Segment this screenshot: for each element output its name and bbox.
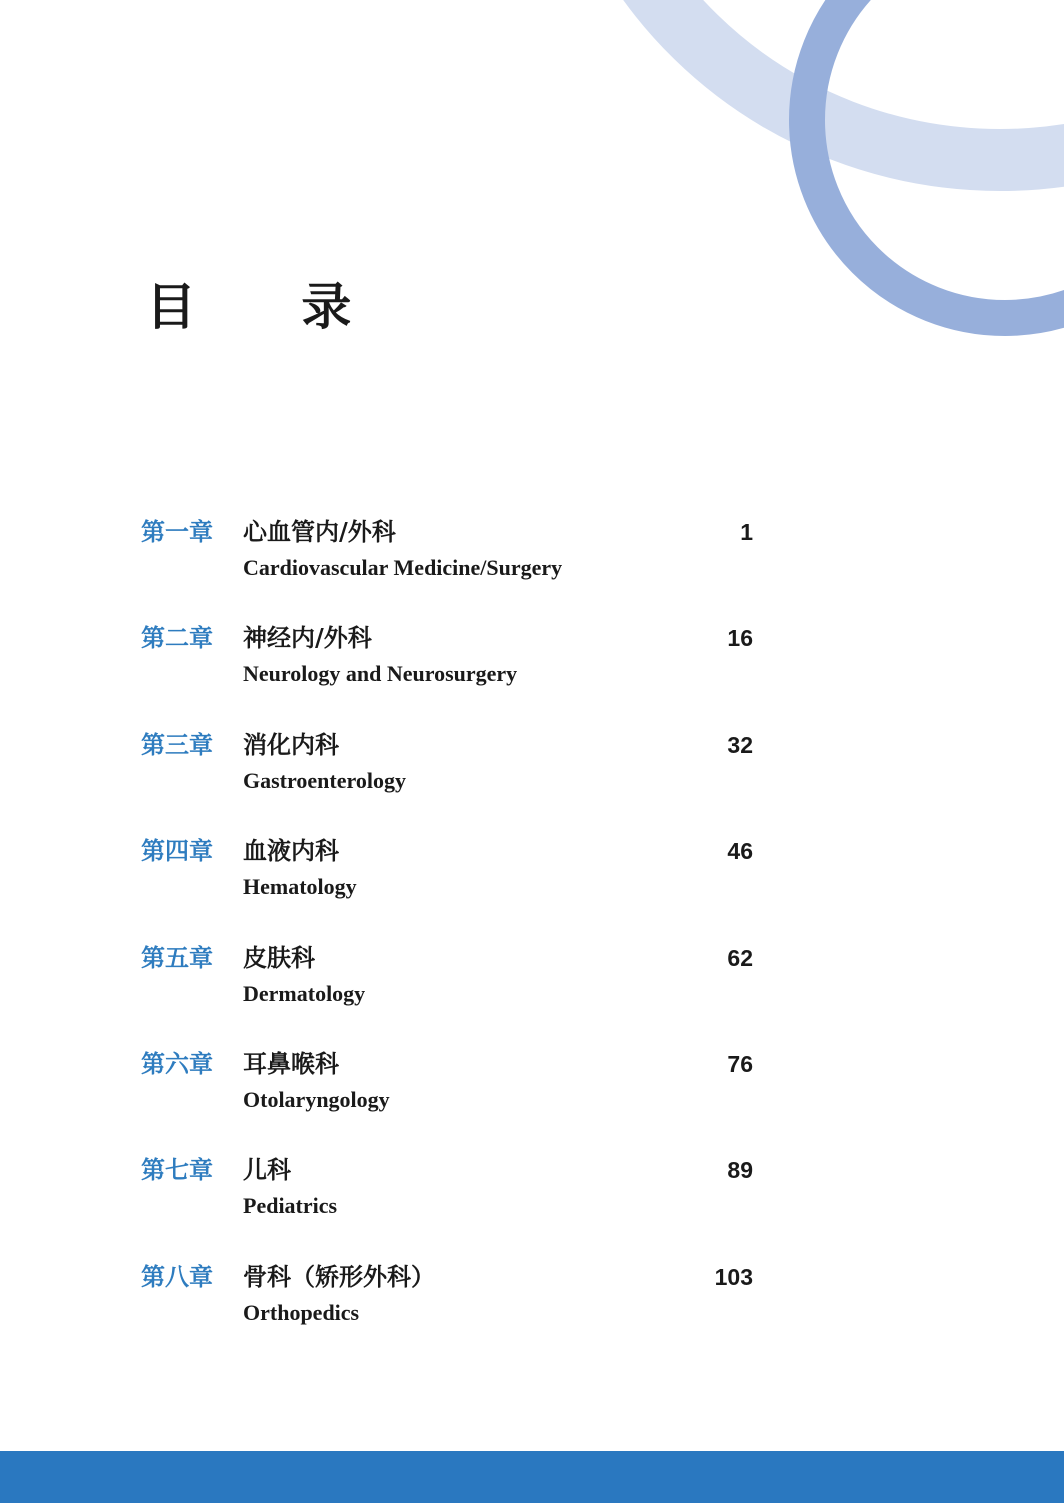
toc-entry[interactable] <box>141 725 753 831</box>
footer-bar <box>0 1451 1064 1503</box>
chapter-title-en: Neurology and Neurosurgery <box>243 661 518 687</box>
table-of-contents <box>141 512 753 1363</box>
page-title: 目 录 <box>146 277 396 336</box>
toc-entry[interactable] <box>141 1044 753 1150</box>
chapter-title-zh: 消化内科 <box>243 729 339 759</box>
toc-entry[interactable] <box>141 618 753 724</box>
page-number: 16 <box>727 625 753 652</box>
page-number: 62 <box>727 944 753 971</box>
chapter-title-zh: 皮肤科 <box>243 942 315 972</box>
chapter-title-en: Otolaryngology <box>243 1086 390 1112</box>
chapter-title-en: Cardiovascular Medicine/Surgery <box>243 555 563 580</box>
toc-entry[interactable] <box>141 1150 753 1256</box>
page-number: 1 <box>740 519 753 545</box>
chapter-title-en: Orthopedics <box>243 1299 360 1325</box>
chapter-title-zh: 耳鼻喉科 <box>243 1048 339 1078</box>
chapter-label: 第一章 <box>141 517 213 546</box>
chapter-title-en: Gastroenterology <box>243 767 406 793</box>
chapter-title-zh: 血液内科 <box>243 836 339 866</box>
page-number: 89 <box>727 1157 753 1184</box>
toc-entry[interactable] <box>141 1257 753 1363</box>
page-number: 46 <box>727 838 753 865</box>
chapter-label: 第二章 <box>141 623 213 653</box>
chapter-title-zh: 神经内/外科 <box>243 623 372 653</box>
chapter-label: 第六章 <box>141 1048 213 1078</box>
chapter-label: 第四章 <box>141 836 213 866</box>
toc-entry[interactable] <box>141 938 753 1044</box>
chapter-title-zh: 儿科 <box>243 1155 291 1185</box>
page-number: 76 <box>727 1050 753 1077</box>
chapter-label: 第五章 <box>141 942 213 972</box>
chapter-label: 第三章 <box>141 729 213 759</box>
chapter-label: 第八章 <box>141 1261 213 1291</box>
chapter-title-zh: 骨科（矫形外科） <box>243 1261 435 1291</box>
chapter-title-en: Dermatology <box>243 980 366 1006</box>
chapter-title-en: Hematology <box>243 874 357 900</box>
toc-entry[interactable] <box>141 512 753 618</box>
chapter-title-en: Pediatrics <box>243 1193 338 1219</box>
chapter-label: 第七章 <box>141 1155 213 1185</box>
toc-entry[interactable] <box>141 831 753 937</box>
page-number: 103 <box>714 1263 753 1290</box>
chapter-title-zh: 心血管内/外科 <box>243 517 396 546</box>
page-number: 32 <box>727 731 753 758</box>
